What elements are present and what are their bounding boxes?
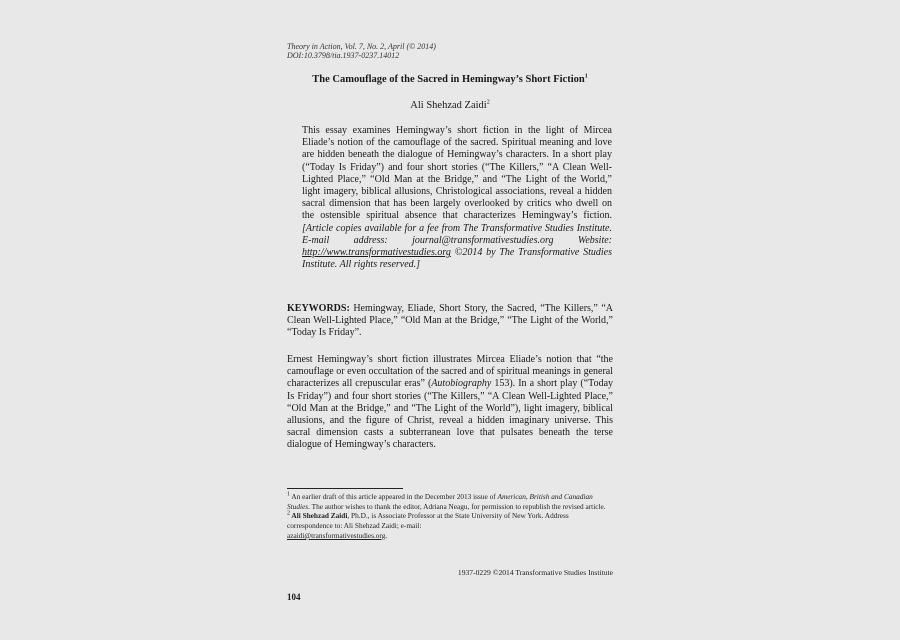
author-footnote-marker: 2 <box>486 99 490 106</box>
title-footnote-marker: 1 <box>584 73 588 80</box>
author-name: Ali Shehzad Zaidi <box>410 100 487 111</box>
footnotes <box>287 492 613 541</box>
footnote-2-text: , Ph.D., is Associate Professor at the State University of New York. Address correspondence to: Ali Shehzad Zaidi; e-mail: <box>287 511 569 531</box>
body-text-1: Ernest Hemingway’s short fiction illustrates Mircea Eliade’s notion that “the camouflage or even occultation of the sacred and of spiritual meanings in general characterizes all crepuscular eras” ( <box>287 354 613 390</box>
issn-copyright-line: 1937-0229 ©2014 Transformative Studies Institute <box>457 568 613 577</box>
keywords-label: KEYWORDS: <box>287 303 350 314</box>
footnote-2 <box>287 511 613 540</box>
page-number: 104 <box>287 592 301 602</box>
footnote-2-marker: 2 <box>287 510 290 517</box>
abstract <box>302 125 612 271</box>
article-title <box>287 74 613 85</box>
body-paragraph <box>287 354 613 452</box>
footnote-1-journal: American, British and Canadian Studies <box>287 492 593 511</box>
abstract-copyright-note: [Article copies available for a fee from The Transformative Studies Institute. E-mail address: journal@transformativestudies.org Website: <box>302 222 612 246</box>
keywords-text: Hemingway, Eliade, Short Story, the Sacred, “The Killers,” “A Clean Well-Lighted Place,” “Old Man at the Bridge,” “The Light of the World,” “Today Is Friday”. <box>287 303 614 339</box>
keywords-section <box>287 303 613 340</box>
body-italic-title: Autobiography <box>431 378 492 390</box>
body-text-2: 153). In a short play (“Today Is Friday”) and four short stories (“The Killers,” “A Clean Well-Lighted Place,” “Old Man at the Bridge,” and “The Light of the World”), light imagery, biblical allusions, and the figure of Christ, reveal a hidden imaginary universe. This sacral dimension casts a subterranean love that pulsates beneath the terse dialogue of Hemingway’s characters. <box>287 378 614 451</box>
abstract-rights-note: ©2014 by The Transformative Studies Institute. All rights reserved.] <box>302 247 612 271</box>
footnote-1-text-a: An earlier draft of this article appeared in the December 2013 issue of <box>290 492 498 501</box>
author-line <box>287 100 613 111</box>
journal-citation: Theory in Action, Vol. 7, No. 2, April (© 2014) <box>287 42 436 51</box>
abstract-text: This essay examines Hemingway’s short fiction in the light of Mircea Eliade’s notion of the camouflage of the sacred. Spiritual meaning and love are hidden beneath the dialogue of Hemingway’s characters. In a short play (“Today Is Friday”) and four short stories (“The Killers,” “A Clean Well-Lighted Place,” “Old Man at the Bridge,” and “The Light of the World,” light imagery, biblical allusions, Christological associations, reveal a hidden sacral dimension that has been largely overlooked by critics who dwell on the ostensible spiritual absence that characterizes Hemingway’s fiction. <box>302 125 612 222</box>
title-text: The Camouflage of the Sacred in Hemingway’s Short Fiction <box>312 74 585 85</box>
footnote-1-text-b: . The author wishes to thank the editor, Adriana Neagu, for permission to republish the revised article. <box>308 501 606 511</box>
footnote-2-end: . <box>385 530 388 540</box>
footnote-1 <box>287 492 613 511</box>
website-link[interactable]: http://www.transformativestudies.org <box>302 247 451 259</box>
doi-line: DOI:10.3798/tia.1937-0237.14012 <box>287 51 400 60</box>
footnote-divider <box>287 488 403 489</box>
footnote-1-marker: 1 <box>287 491 290 498</box>
footnote-2-name: Ali Shehzad Zaidi <box>290 511 348 521</box>
author-email-link[interactable]: azaidi@transformativestudies.org <box>287 530 386 540</box>
